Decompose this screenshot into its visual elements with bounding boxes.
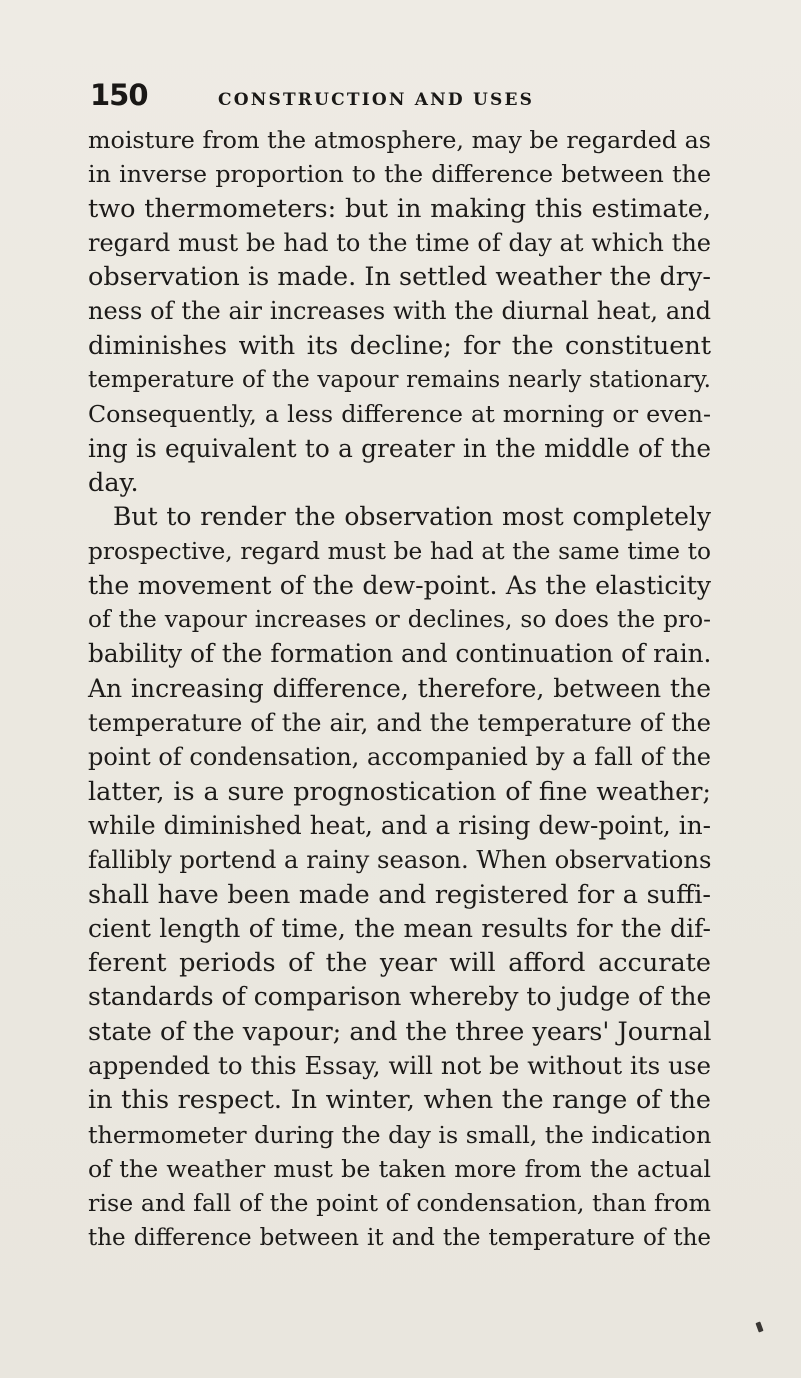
ink-speck xyxy=(755,1321,763,1332)
text-line: An increasing difference, therefore, between the xyxy=(88,673,711,703)
text-line: shall have been made and registered for a suffi- xyxy=(88,879,711,910)
text-line: moisture from the atmosphere, may be regarded as xyxy=(88,126,711,154)
text-line: of the weather must be taken more from the actual xyxy=(88,1154,711,1183)
text-line: appended to this Essay, will not be without its use xyxy=(88,1051,711,1081)
text-line: the difference between it and the temperature of the xyxy=(88,1224,711,1251)
text-line: Consequently, a less difference at morning or even- xyxy=(88,400,711,429)
text-line: observation is made. In settled weather the dry- xyxy=(88,262,711,293)
text-line: diminishes with its decline; for the constituent xyxy=(88,330,711,361)
text-line: while diminished heat, and a rising dew-point, in- xyxy=(88,810,711,840)
text-line: ferent periods of the year will afford accurate xyxy=(88,948,711,979)
text-line: temperature of the air, and the temperature of the xyxy=(88,708,711,738)
running-head xyxy=(90,78,730,118)
page-number: 150 xyxy=(90,78,148,112)
text-line: the movement of the dew-point. As the elasticity xyxy=(88,570,711,600)
text-line: of the vapour increases or declines, so does the pro- xyxy=(88,606,711,634)
text-line: thermometer during the day is small, the indication xyxy=(88,1120,712,1149)
text-line: state of the vapour; and the three years' Journal xyxy=(88,1016,712,1047)
text-line: temperature of the vapour remains nearly stationary. xyxy=(88,367,711,394)
text-line: rise and fall of the point of condensation, than from xyxy=(88,1189,711,1218)
text-line: point of condensation, accompanied by a fall of the xyxy=(88,743,711,772)
text-line: in this respect. In winter, when the range of the xyxy=(88,1085,711,1116)
text-line: latter, is a sure prognostication of fine weather; xyxy=(88,776,711,807)
text-line: bability of the formation and continuation of rain. xyxy=(88,639,712,669)
text-line: prospective, regard must be had at the same time to xyxy=(88,537,711,565)
text-line: in inverse proportion to the difference between the xyxy=(88,160,711,189)
text-line: two thermometers: but in making this estimate, xyxy=(88,193,711,224)
running-title: CONSTRUCTION AND USES xyxy=(218,90,535,110)
text-line: day. xyxy=(88,467,139,498)
text-line: cient length of time, the mean results for the dif- xyxy=(88,913,711,943)
body-text xyxy=(88,123,711,1255)
text-line: fallibly portend a rainy season. When observations xyxy=(88,845,712,875)
paragraph-start-line: But to render the observation most completely xyxy=(113,502,711,532)
text-line: ing is equivalent to a greater in the middle of the xyxy=(88,433,711,463)
text-line: ness of the air increases with the diurnal heat, and xyxy=(88,297,711,326)
text-line: standards of comparison whereby to judge of the xyxy=(88,982,712,1012)
text-line: regard must be had to the time of day at which the xyxy=(88,228,711,257)
